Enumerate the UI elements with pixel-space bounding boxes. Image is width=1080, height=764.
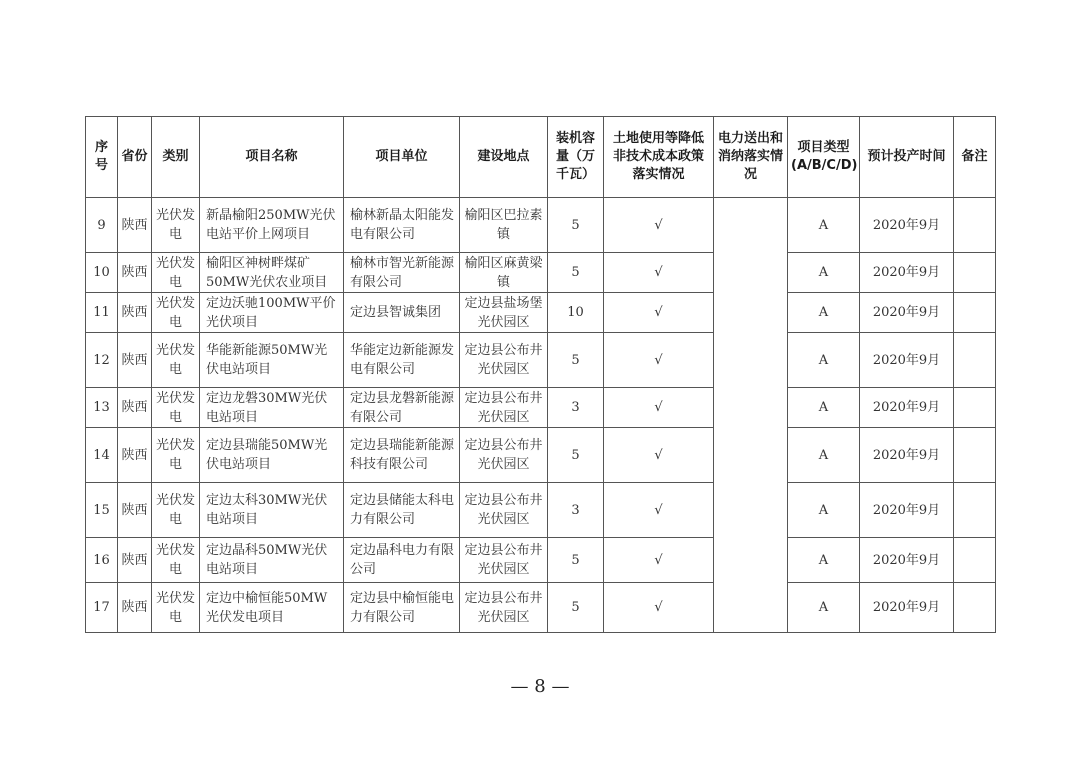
cell-capacity: 5 (548, 333, 604, 388)
cell-province: 陕西 (118, 333, 152, 388)
cell-province: 陕西 (118, 253, 152, 293)
cell-location: 榆阳区麻黄梁镇 (460, 253, 548, 293)
header-cell: 装机容量（万千瓦） (548, 117, 604, 198)
cell-type: A (788, 198, 860, 253)
page-number: — 8 — (510, 676, 570, 697)
cell-no: 9 (86, 198, 118, 253)
cell-capacity: 5 (548, 538, 604, 583)
cell-location: 定边县公布井光伏园区 (460, 428, 548, 483)
cell-province: 陕西 (118, 293, 152, 333)
cell-note (954, 483, 996, 538)
cell-location: 定边县公布井光伏园区 (460, 583, 548, 633)
cell-location: 榆阳区巴拉素镇 (460, 198, 548, 253)
table-header-row (86, 117, 996, 198)
cell-capacity: 5 (548, 198, 604, 253)
table-row (86, 583, 996, 633)
cell-category: 光伏发电 (152, 388, 200, 428)
cell-name: 定边县瑞能50MW光伏电站项目 (200, 428, 344, 483)
header-cell: 建设地点 (460, 117, 548, 198)
header-cell: 土地使用等降低非技术成本政策落实情况 (604, 117, 714, 198)
header-cell: 省份 (118, 117, 152, 198)
cell-capacity: 3 (548, 483, 604, 538)
table-row (86, 198, 996, 253)
cell-no: 11 (86, 293, 118, 333)
cell-type: A (788, 293, 860, 333)
header-cell: 项目单位 (344, 117, 460, 198)
cell-name: 定边晶科50MW光伏电站项目 (200, 538, 344, 583)
cell-land: √ (604, 483, 714, 538)
cell-unit: 定边县中榆恒能电力有限公司 (344, 583, 460, 633)
cell-note (954, 293, 996, 333)
cell-capacity: 5 (548, 253, 604, 293)
table-row (86, 483, 996, 538)
cell-name: 定边龙磐30MW光伏电站项目 (200, 388, 344, 428)
cell-type: A (788, 583, 860, 633)
cell-land: √ (604, 333, 714, 388)
header-cell: 电力送出和消纳落实情况 (714, 117, 788, 198)
cell-land: √ (604, 428, 714, 483)
cell-unit: 定边县龙磐新能源有限公司 (344, 388, 460, 428)
cell-note (954, 253, 996, 293)
cell-type: A (788, 333, 860, 388)
cell-name: 定边中榆恒能50MW光伏发电项目 (200, 583, 344, 633)
cell-no: 10 (86, 253, 118, 293)
cell-unit: 定边县瑞能新能源科技有限公司 (344, 428, 460, 483)
cell-time: 2020年9月 (860, 428, 954, 483)
cell-name: 定边沃驰100MW平价光伏项目 (200, 293, 344, 333)
cell-land: √ (604, 538, 714, 583)
header-cell: 备注 (954, 117, 996, 198)
cell-capacity: 3 (548, 388, 604, 428)
cell-no: 12 (86, 333, 118, 388)
cell-time: 2020年9月 (860, 483, 954, 538)
cell-land: √ (604, 198, 714, 253)
cell-unit: 榆林市智光新能源有限公司 (344, 253, 460, 293)
cell-province: 陕西 (118, 428, 152, 483)
cell-category: 光伏发电 (152, 333, 200, 388)
cell-note (954, 333, 996, 388)
table-row (86, 293, 996, 333)
table-row (86, 253, 996, 293)
cell-location: 定边县公布井光伏园区 (460, 333, 548, 388)
cell-note (954, 198, 996, 253)
cell-capacity: 5 (548, 583, 604, 633)
cell-land: √ (604, 293, 714, 333)
cell-location: 定边县公布井光伏园区 (460, 538, 548, 583)
cell-province: 陕西 (118, 583, 152, 633)
table-row (86, 333, 996, 388)
header-cell: 预计投产时间 (860, 117, 954, 198)
cell-location: 定边县公布井光伏园区 (460, 483, 548, 538)
cell-type: A (788, 538, 860, 583)
header-cell: 类别 (152, 117, 200, 198)
cell-category: 光伏发电 (152, 293, 200, 333)
cell-name: 新晶榆阳250MW光伏电站平价上网项目 (200, 198, 344, 253)
table-body (86, 198, 996, 633)
cell-location: 定边县公布井光伏园区 (460, 388, 548, 428)
table-row (86, 538, 996, 583)
header-cell: 项目类型(A/B/C/D) (788, 117, 860, 198)
cell-name: 榆阳区神树畔煤矿50MW光伏农业项目 (200, 253, 344, 293)
cell-type: A (788, 483, 860, 538)
cell-category: 光伏发电 (152, 198, 200, 253)
cell-no: 16 (86, 538, 118, 583)
cell-province: 陕西 (118, 538, 152, 583)
cell-land: √ (604, 388, 714, 428)
cell-name: 定边太科30MW光伏电站项目 (200, 483, 344, 538)
cell-capacity: 5 (548, 428, 604, 483)
power-delivery-cell (714, 198, 788, 633)
project-table (85, 116, 996, 633)
cell-note (954, 538, 996, 583)
cell-unit: 定边县储能太科电力有限公司 (344, 483, 460, 538)
cell-no: 17 (86, 583, 118, 633)
cell-time: 2020年9月 (860, 198, 954, 253)
cell-land: √ (604, 253, 714, 293)
cell-type: A (788, 388, 860, 428)
cell-location: 定边县盐场堡光伏园区 (460, 293, 548, 333)
cell-type: A (788, 253, 860, 293)
cell-province: 陕西 (118, 198, 152, 253)
table-row (86, 428, 996, 483)
cell-capacity: 10 (548, 293, 604, 333)
cell-note (954, 428, 996, 483)
cell-unit: 定边县智诚集团 (344, 293, 460, 333)
cell-no: 15 (86, 483, 118, 538)
cell-province: 陕西 (118, 388, 152, 428)
cell-time: 2020年9月 (860, 333, 954, 388)
cell-land: √ (604, 583, 714, 633)
cell-category: 光伏发电 (152, 483, 200, 538)
cell-time: 2020年9月 (860, 253, 954, 293)
cell-time: 2020年9月 (860, 538, 954, 583)
cell-no: 14 (86, 428, 118, 483)
header-cell: 项目名称 (200, 117, 344, 198)
cell-note (954, 388, 996, 428)
cell-category: 光伏发电 (152, 253, 200, 293)
cell-name: 华能新能源50MW光伏电站项目 (200, 333, 344, 388)
cell-category: 光伏发电 (152, 538, 200, 583)
cell-unit: 定边晶科电力有限公司 (344, 538, 460, 583)
cell-unit: 华能定边新能源发电有限公司 (344, 333, 460, 388)
table-row (86, 388, 996, 428)
cell-type: A (788, 428, 860, 483)
cell-unit: 榆林新晶太阳能发电有限公司 (344, 198, 460, 253)
cell-time: 2020年9月 (860, 583, 954, 633)
cell-category: 光伏发电 (152, 583, 200, 633)
cell-no: 13 (86, 388, 118, 428)
cell-note (954, 583, 996, 633)
cell-province: 陕西 (118, 483, 152, 538)
cell-time: 2020年9月 (860, 388, 954, 428)
cell-time: 2020年9月 (860, 293, 954, 333)
header-cell: 序号 (86, 117, 118, 198)
cell-category: 光伏发电 (152, 428, 200, 483)
